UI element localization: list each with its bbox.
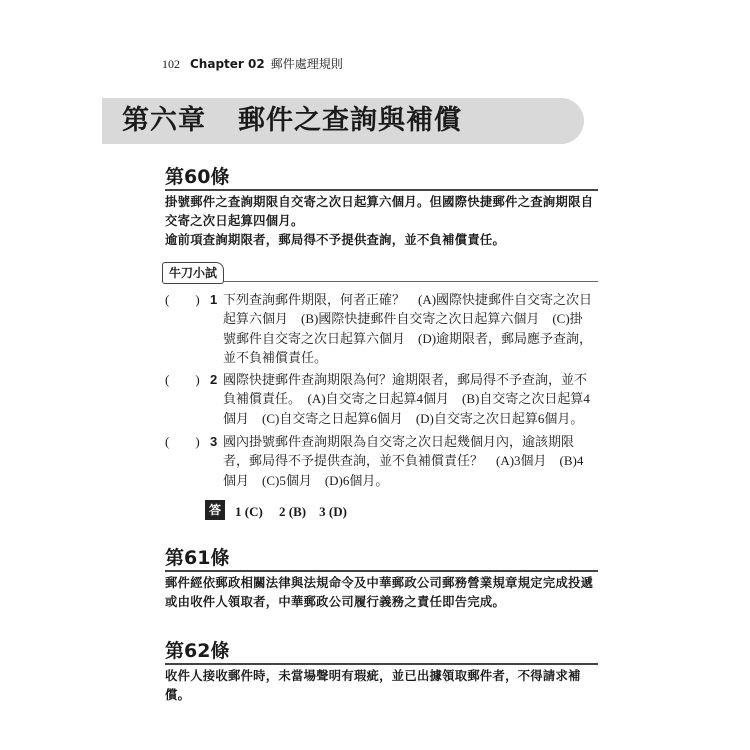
chapter-heading (100, 98, 484, 144)
answer-values: 1 (C) 2 (B) 3 (D) (235, 503, 347, 519)
chapter-heading-number: 第六章 (122, 105, 206, 136)
page-header (162, 55, 343, 72)
article-60-paragraph: 掛號郵件之查詢期限自交寄之次日起算六個月。但國際快捷郵件之查詢期限自交寄之次日起算四個月。 (165, 195, 594, 228)
answer-badge: 答 (205, 500, 225, 520)
question-number: 3 (210, 434, 218, 449)
chapter-label: Chapter 02 (190, 57, 265, 71)
quiz-label: 牛刀小試 (162, 262, 224, 284)
chapter-name: 郵件處理規則 (270, 57, 343, 71)
question-text: 下列查詢郵件期限，何者正確？ (A)國際快捷郵件自交寄之次日起算六個月 (B)國際快捷郵件自交寄之次日起算六個月 (C)掛號郵件自交寄之次日起算六個月 (D)逾期限者，郵局應予查詢，並不負補償責任。 (223, 292, 593, 365)
answer-key (205, 500, 347, 520)
article-60-paragraph: 逾前項查詢期限者，郵局得不予提供查詢，並不負補償責任。 (165, 233, 506, 247)
article-61-rule (165, 570, 598, 572)
article-60-body (165, 193, 599, 250)
answer-blank: ( ) (165, 372, 200, 387)
answer-blank: ( ) (165, 434, 200, 449)
article-62-paragraph: 收件人接收郵件時，未當場聲明有瑕疵，並已出據領取郵件者，不得請求補償。 (165, 669, 581, 702)
page-number: 102 (162, 57, 180, 71)
article-60-rule (165, 189, 598, 191)
quiz-question (165, 432, 595, 490)
chapter-heading-title: 郵件之查詢與補償 (238, 105, 462, 136)
article-60-title: 第60條 (165, 166, 230, 188)
article-61-body (165, 574, 599, 612)
quiz-question (165, 370, 595, 428)
quiz-question (165, 290, 595, 367)
question-text: 國內掛號郵件查詢期限為自交寄之次日起幾個月內，逾該期限者，郵局得不予提供查詢，並不負補償責任？ (A)3個月 (B)4個月 (C)5個月 (D)6個月。 (223, 434, 584, 488)
question-number: 2 (210, 372, 218, 387)
article-62-body (165, 667, 599, 705)
answer-blank: ( ) (165, 292, 200, 307)
quiz-divider (162, 281, 598, 282)
question-number: 1 (210, 292, 218, 307)
question-text: 國際快捷郵件查詢期限為何？逾期限者，郵局得不予查詢，並不負補償責任。 (A)自交寄之日起算4個月 (B)自交寄之次日起算4個月 (C)自交寄之日起算6個月 (D)自交寄之次日起算6個月。 (223, 372, 590, 426)
article-62-title: 第62條 (165, 640, 230, 662)
article-61-paragraph: 郵件經依郵政相關法律與法規命令及中華郵政公司郵務營業規章規定完成投遞或由收件人領取者，中華郵政公司履行義務之責任即告完成。 (165, 576, 594, 609)
article-61-title: 第61條 (165, 547, 230, 569)
article-62-rule (165, 663, 598, 665)
